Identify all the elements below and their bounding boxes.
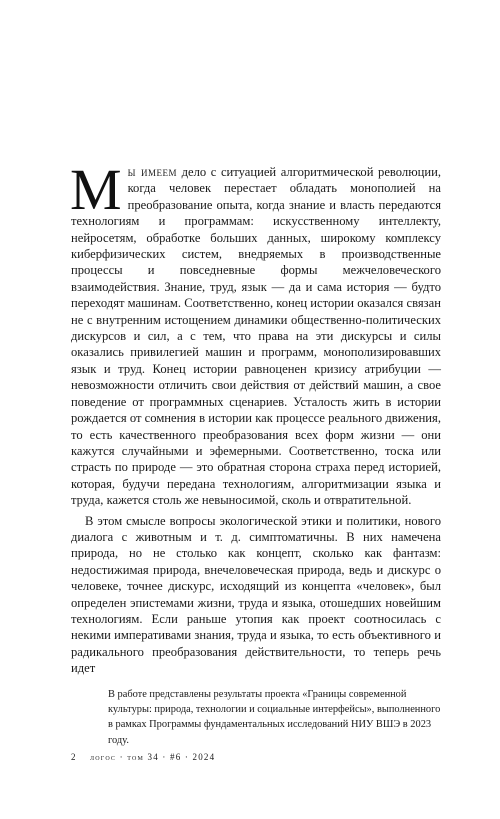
paragraph-1-text: дело с ситуацией алгоритмической революции, когда человек перестает обладать монополией на преобразование опыта, когда знание и власть передаются технологиям и программам: искусственному интеллекту, нейросетям, обработке больших данных, широкому комплексу киберфизических систем, внедряемых в производственные процессы и повседневные формы межчеловеческого взаимодействия. Знание, труд, язык — да и сама история — будто переходят машинам. Соответственно, конец истории оказался связан не с внутренним истощением динамики общественно-политических дискурсов и сил, а с тем, что права на эти дискурсы и силы оказались привилегией машин и программ, монополизировавших язык и труд. Конец истории равноценен кризису атрибуции — невозможности отличить свои действия от действий машин, а свое поведение от программных сценариев. Усталость жить в истории рождается от сомнения в истории как процессе реального движения, то есть качественного преобразования всех форм жизни — они кажутся случайными и эфемерными. Соответственно, тоска или страсть по природе — это обратная сторона страха перед историей, которая, будучи передана технологиям, алгоритмизации языка и труда, кажется столь же невыносимой, сколь и отвратительной. [71, 165, 441, 508]
lead-in: ы имеем [127, 165, 178, 179]
drop-cap: М [70, 157, 122, 222]
running-footer: логос · том 34 · #6 · 2024 [90, 752, 216, 762]
main-text [70, 157, 441, 677]
page-number: 2 [71, 752, 77, 762]
paragraph-1 [70, 157, 441, 509]
footnote: В работе представлены результаты проекта «Границы современной культуры: природа, технологии и социальные интерфейсы», выполненного в рамках Программы фундаментальных исследований НИУ ВШЭ в 2023 году. [108, 689, 441, 746]
paragraph-2: В этом смысле вопросы экологической этики и политики, нового диалога с животным и т. д. симптоматичны. В них намечена природа, но не столько как концепт, сколько как фантазм: недостижимая природа, внечеловеческая природа, ведь и дискурс о человеке, точнее дискурс, исходящий из концепта «человек», был определен эпистемами жизни, труда и языка, отошедших новейшим технологиям. Если раньше утопия как проект соотносилась с некими императивами знания, труда и языка, то есть объективного и радикального преобразования действительности, то теперь речь идет [71, 513, 441, 676]
